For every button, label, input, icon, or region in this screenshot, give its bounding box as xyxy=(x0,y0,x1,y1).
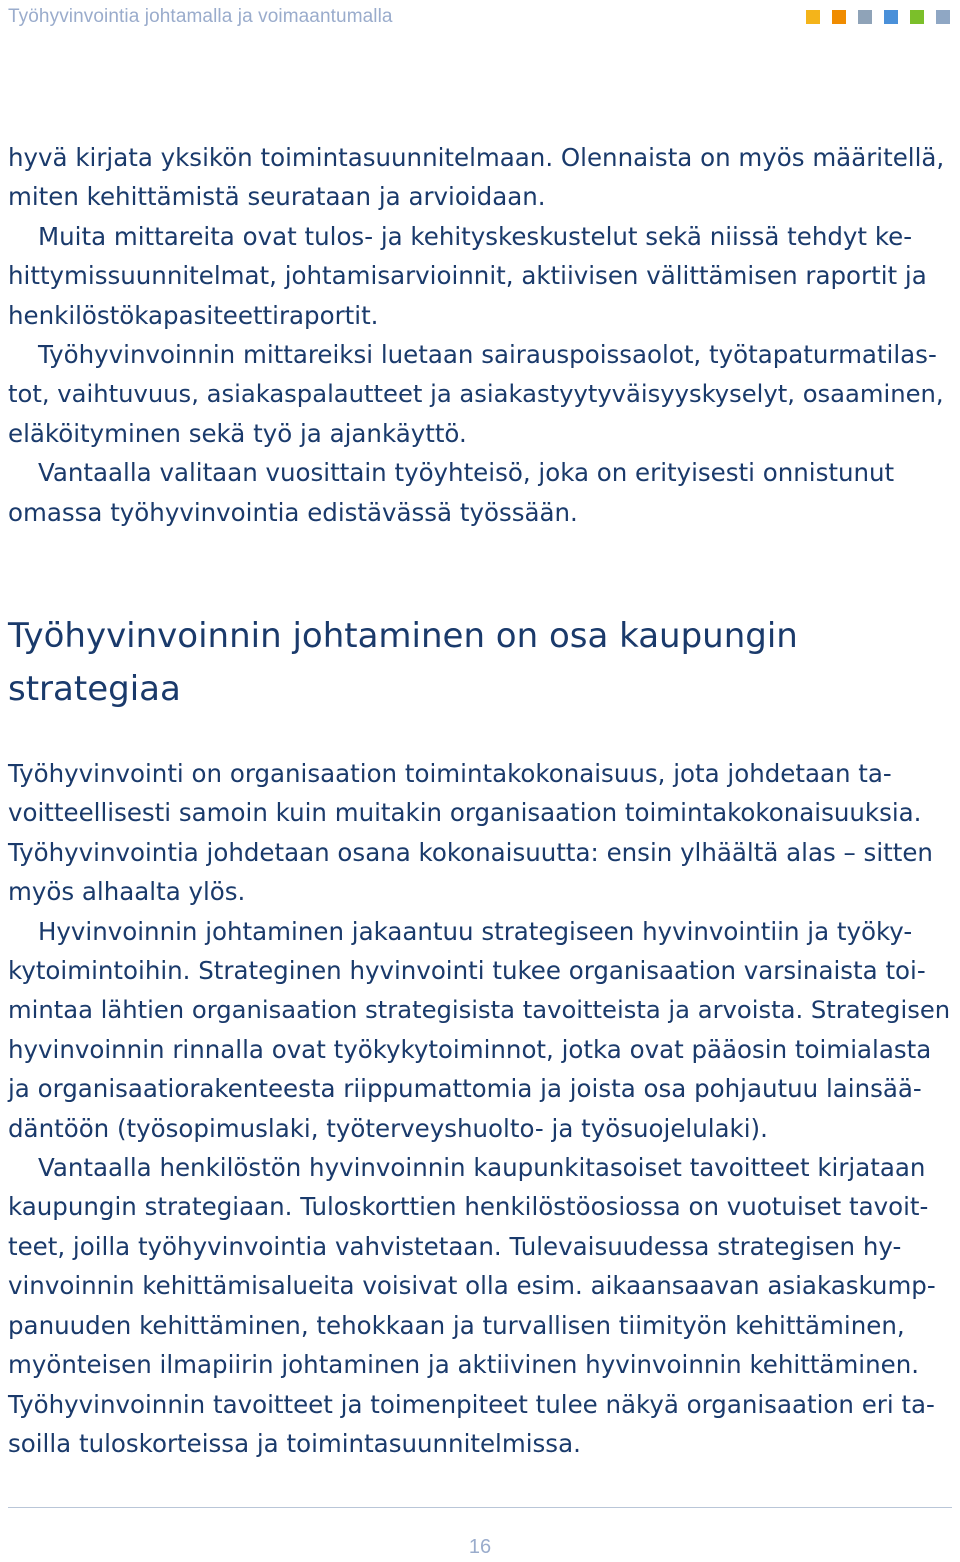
text-line: voitteellisesti samoin kuin muitakin organisaation toimintakokonaisuuksia. xyxy=(8,798,922,828)
text-line: Työhyvinvointi on organisaation toimintakokonaisuus, jota johdetaan ta- xyxy=(8,759,892,788)
text-line: henkilöstökapasiteettiraportit. xyxy=(8,300,379,330)
footer-divider xyxy=(8,1507,952,1508)
lightblue-square-icon xyxy=(936,10,950,24)
text-line: hyvä kirjata yksikön toimintasuunnitelmaan. Olennaista on myös määritellä, xyxy=(8,143,945,172)
text-line: kaupungin strategiaan. Tuloskorttien henkilöstöosiossa on vuotuiset tavoit- xyxy=(8,1192,929,1222)
text-line: Hyvinvoinnin johtaminen jakaantuu strategiseen hyvinvointiin ja työky- xyxy=(38,916,913,946)
green-square-icon xyxy=(910,10,924,24)
text-line: däntöön (työsopimuslaki, työterveyshuolto- ja työsuojelulaki). xyxy=(8,1113,768,1143)
text-line: omassa työhyvinvointia edistävässä työssään. xyxy=(8,497,578,527)
text-line: Työhyvinvointia johdetaan osana kokonaisuutta: ensin ylhäältä alas – sitten xyxy=(8,837,933,867)
intro-paragraphs xyxy=(8,138,944,532)
heading-line: Työhyvinvoinnin johtaminen on osa kaupungin xyxy=(8,616,798,656)
text-line: Muita mittareita ovat tulos- ja kehityskeskustelut sekä niissä tehdyt ke- xyxy=(38,221,913,251)
section-body xyxy=(8,754,951,1463)
text-line: tot, vaihtuvuus, asiakaspalautteet ja asiakastyytyväisyyskyselyt, osaaminen, xyxy=(8,379,944,409)
text-line: vinvoinnin kehittämisalueita voisivat olla esim. aikaansaavan asiakaskump- xyxy=(8,1271,936,1301)
text-line: hittymissuunnitelmat, johtamisarvioinnit, aktiivisen välittämisen raportit ja xyxy=(8,261,927,291)
text-line: panuuden kehittäminen, tehokkaan ja turvallisen tiimityön kehittäminen, xyxy=(8,1310,905,1340)
text-line: ja organisaatiorakenteesta riippumattomia ja joista osa pohjautuu lainsää- xyxy=(8,1074,922,1104)
color-squares xyxy=(806,10,950,24)
text-line: myös alhaalta ylös. xyxy=(8,877,246,907)
running-header: Työhyvinvointia johtamalla ja voimaantumalla xyxy=(8,6,393,27)
orange-square-icon xyxy=(832,10,846,24)
text-line: Vantaalla valitaan vuosittain työyhteisö, joka on erityisesti onnistunut xyxy=(38,458,895,488)
text-line: mintaa lähtien organisaation strategisista tavoitteista ja arvoista. Strategisen xyxy=(8,995,951,1025)
text-line: myönteisen ilmapiirin johtaminen ja aktiivinen hyvinvoinnin kehittäminen. xyxy=(8,1350,920,1380)
text-line: soilla tuloskorteissa ja toimintasuunnitelmissa. xyxy=(8,1428,581,1458)
section-heading xyxy=(8,610,956,716)
text-line: eläköityminen sekä työ ja ajankäyttö. xyxy=(8,418,467,448)
heading-line: strategiaa xyxy=(8,669,181,709)
text-line: Työhyvinvoinnin tavoitteet ja toimenpiteet tulee näkyä organisaation eri ta- xyxy=(8,1389,935,1419)
text-line: hyvinvoinnin rinnalla ovat työkykytoiminnot, jotka ovat pääosin toimialasta xyxy=(8,1034,932,1064)
page-number: 16 xyxy=(468,1536,492,1558)
text-line: kytoimintoihin. Strateginen hyvinvointi tukee organisaation varsinaista toi- xyxy=(8,956,926,986)
text-line: miten kehittämistä seurataan ja arvioidaan. xyxy=(8,182,546,212)
text-line: Vantaalla henkilöstön hyvinvoinnin kaupunkitasoiset tavoitteet kirjataan xyxy=(38,1153,926,1183)
blue-square-icon xyxy=(884,10,898,24)
text-line: teet, joilla työhyvinvointia vahvistetaan. Tulevaisuudessa strategisen hy- xyxy=(8,1231,902,1261)
gray-square-icon xyxy=(858,10,872,24)
yellow-square-icon xyxy=(806,10,820,24)
text-line: Työhyvinvoinnin mittareiksi luetaan sairauspoissaolot, työtapaturmatilas- xyxy=(38,340,937,370)
